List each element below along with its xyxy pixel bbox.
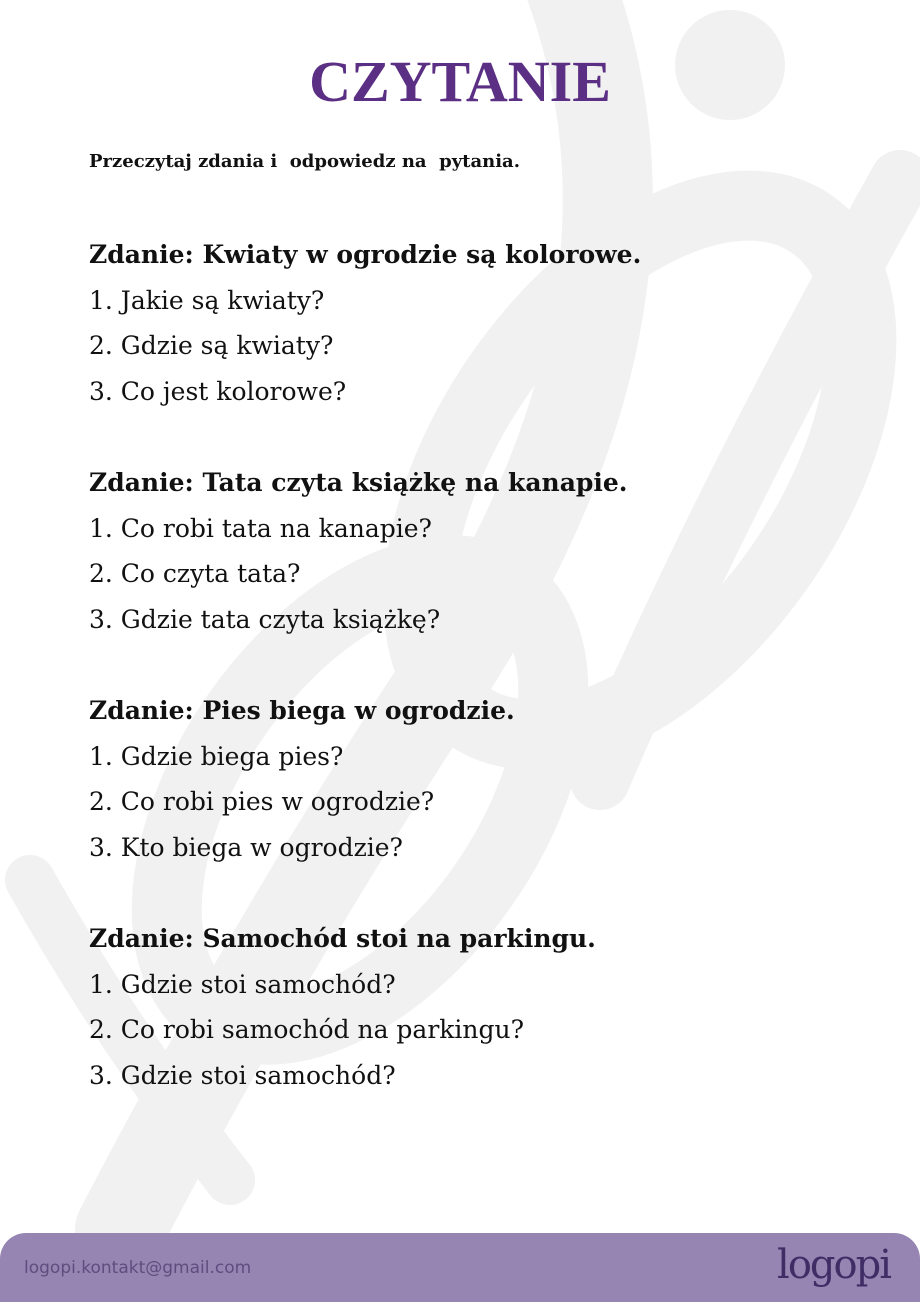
reading-section bbox=[89, 916, 849, 1098]
sentence-text: Zdanie: Kwiaty w ogrodzie są kolorowe. bbox=[89, 240, 642, 269]
reading-section bbox=[89, 688, 849, 870]
reading-section bbox=[89, 460, 849, 642]
sentence-text: Zdanie: Pies biega w ogrodzie. bbox=[89, 696, 515, 725]
reading-section bbox=[89, 232, 849, 414]
question-text: 3. Kto biega w ogrodzie? bbox=[89, 832, 403, 862]
sections-list bbox=[89, 232, 849, 1144]
question-text: 3. Gdzie stoi samochód? bbox=[89, 1060, 396, 1090]
sentence-text: Zdanie: Tata czyta książkę na kanapie. bbox=[89, 468, 628, 497]
footer-bar bbox=[0, 1233, 920, 1302]
logopi-logo: logopi bbox=[777, 1242, 890, 1288]
question-text: 2. Co czyta tata? bbox=[89, 559, 301, 588]
contact-email: logopi.kontakt@gmail.com bbox=[24, 1258, 252, 1278]
question-text: 3. Co jest kolorowe? bbox=[89, 376, 347, 406]
question-text: 1. Jakie są kwiaty? bbox=[89, 285, 325, 315]
question-text: 1. Gdzie stoi samochód? bbox=[89, 969, 396, 999]
page-title: CZYTANIE bbox=[309, 49, 611, 114]
question-text: 2. Co robi samochód na parkingu? bbox=[89, 1015, 525, 1044]
instruction-text: Przeczytaj zdania i odpowiedz na pytania. bbox=[89, 151, 520, 172]
question-text: 3. Gdzie tata czyta książkę? bbox=[89, 604, 441, 634]
question-text: 1. Co robi tata na kanapie? bbox=[89, 513, 432, 543]
question-text: 2. Co robi pies w ogrodzie? bbox=[89, 787, 435, 816]
sentence-text: Zdanie: Samochód stoi na parkingu. bbox=[89, 924, 596, 953]
question-text: 1. Gdzie biega pies? bbox=[89, 741, 344, 771]
question-text: 2. Gdzie są kwiaty? bbox=[89, 331, 334, 360]
